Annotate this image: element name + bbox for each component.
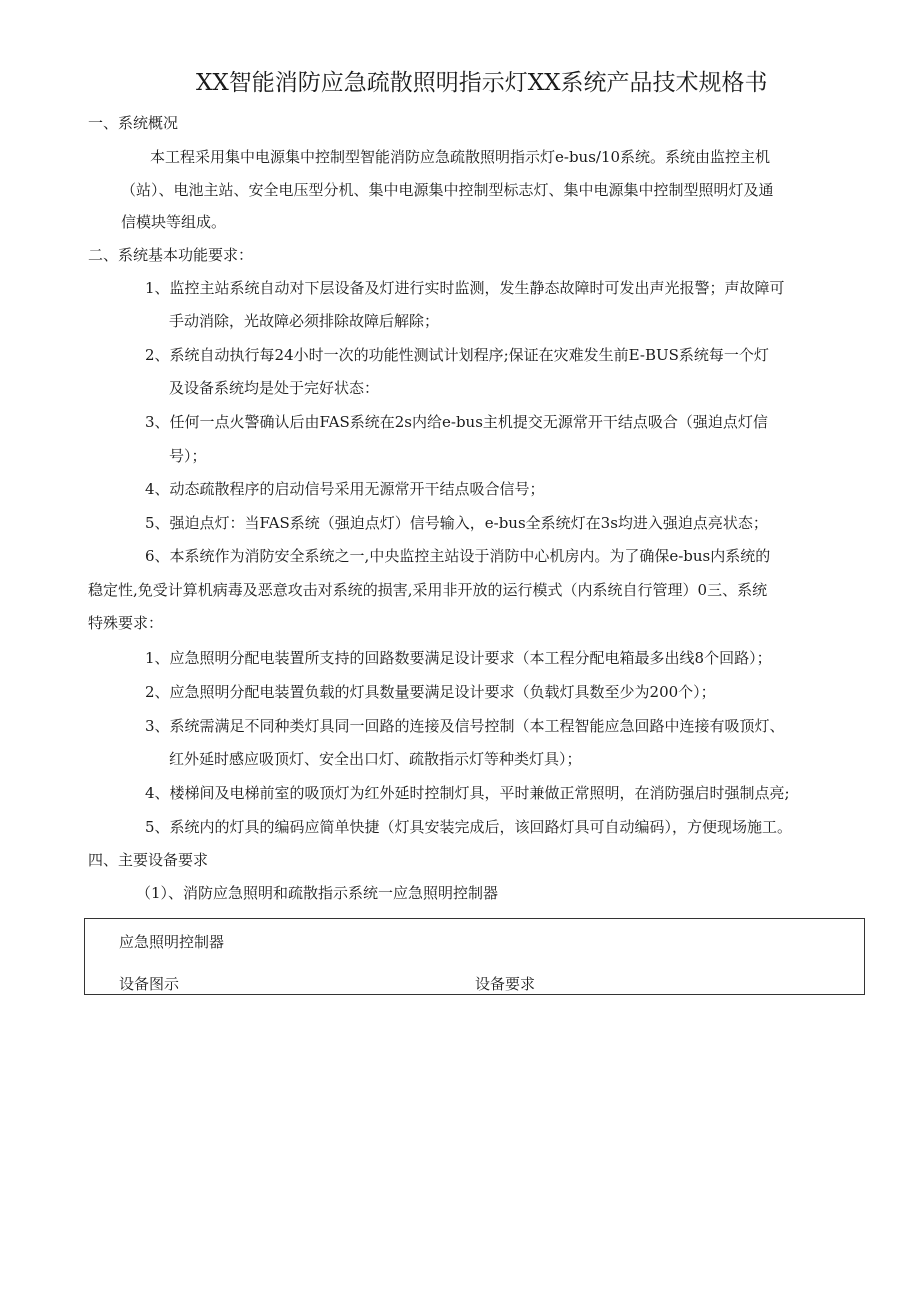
section-3-item-line: 1、应急照明分配电装置所支持的回路数要满足设计要求（本工程分配电箱最多出线8个回路）； — [145, 649, 772, 667]
section-2-item-line: 6、本系统作为消防安全系统之一,中央监控主站设于消防中心机房内。为了确保e-bus内系统的 — [145, 547, 771, 565]
section-1-heading: 一、系统概况 — [88, 114, 179, 132]
table-column-requirements: 设备要求 — [475, 975, 536, 993]
section-2-item-line: 2、系统自动执行每24小时一次的功能性测试计划程序;保证在灾难发生前E-BUS系统每一个灯 — [145, 346, 769, 364]
equipment-table — [84, 918, 865, 995]
section-3-item-line: 2、应急照明分配电装置负载的灯具数量要满足设计要求（负载灯具数至少为200个）； — [145, 683, 716, 701]
section-1-paragraph-line: （站）、电池主站、安全电压型分机、集中电源集中控制型标志灯、集中电源集中控制型照明灯及通 — [121, 181, 774, 199]
section-4-heading: 四、主要设备要求 — [88, 851, 209, 869]
section-2-item-line: 3、任何一点火警确认后由FAS系统在2s内给e-bus主机提交无源常开干结点吸合（强迫点灯信 — [145, 413, 768, 431]
section-2-item-line: 及设备系统均是处于完好状态： — [169, 379, 380, 397]
section-2-item-line: 1、监控主站系统自动对下层设备及灯进行实时监测，发生静态故障时可发出声光报警；声故障可 — [145, 279, 785, 297]
section-2-item-line: 稳定性,免受计算机病毒及恶意攻击对系统的损害,采用非开放的运行模式（内系统自行管理）0三、系统 — [88, 581, 768, 599]
section-2-heading: 二、系统基本功能要求： — [88, 246, 254, 264]
section-3-item-line: 5、系统内的灯具的编码应简单快捷（灯具安装完成后，该回路灯具可自动编码），方便现场施工。 — [145, 818, 793, 836]
document-title: XX智能消防应急疏散照明指示灯XX系统产品技术规格书 — [196, 70, 768, 96]
section-4-subheading: （1）、消防应急照明和疏散指示系统一应急照明控制器 — [136, 884, 499, 902]
section-2-item-line: 4、动态疏散程序的启动信号采用无源常开干结点吸合信号； — [145, 480, 545, 498]
section-3-item-line: 红外延时感应吸顶灯、安全出口灯、疏散指示灯等种类灯具）； — [169, 750, 582, 768]
table-column-diagram: 设备图示 — [119, 975, 180, 993]
section-2-item-line: 特殊要求： — [88, 614, 164, 632]
section-2-item-line: 号）； — [169, 447, 207, 465]
section-2-item-line: 手动消除，光故障必须排除故障后解除； — [169, 312, 440, 330]
table-header: 应急照明控制器 — [119, 933, 225, 951]
section-3-item-line: 4、楼梯间及电梯前室的吸顶灯为红外延时控制灯具，平时兼做正常照明，在消防强启时强制点亮; — [145, 784, 790, 802]
section-2-item-line: 5、强迫点灯：当FAS系统（强迫点灯）信号输入，e-bus全系统灯在3s均进入强迫点亮状态； — [145, 514, 768, 532]
section-1-paragraph-line: 本工程采用集中电源集中控制型智能消防应急疏散照明指示灯e-bus/10系统。系统由监控主机 — [150, 148, 771, 166]
section-1-paragraph-line: 信模块等组成。 — [121, 213, 227, 231]
section-3-item-line: 3、系统需满足不同种类灯具同一回路的连接及信号控制（本工程智能应急回路中连接有吸顶灯、 — [145, 717, 785, 735]
